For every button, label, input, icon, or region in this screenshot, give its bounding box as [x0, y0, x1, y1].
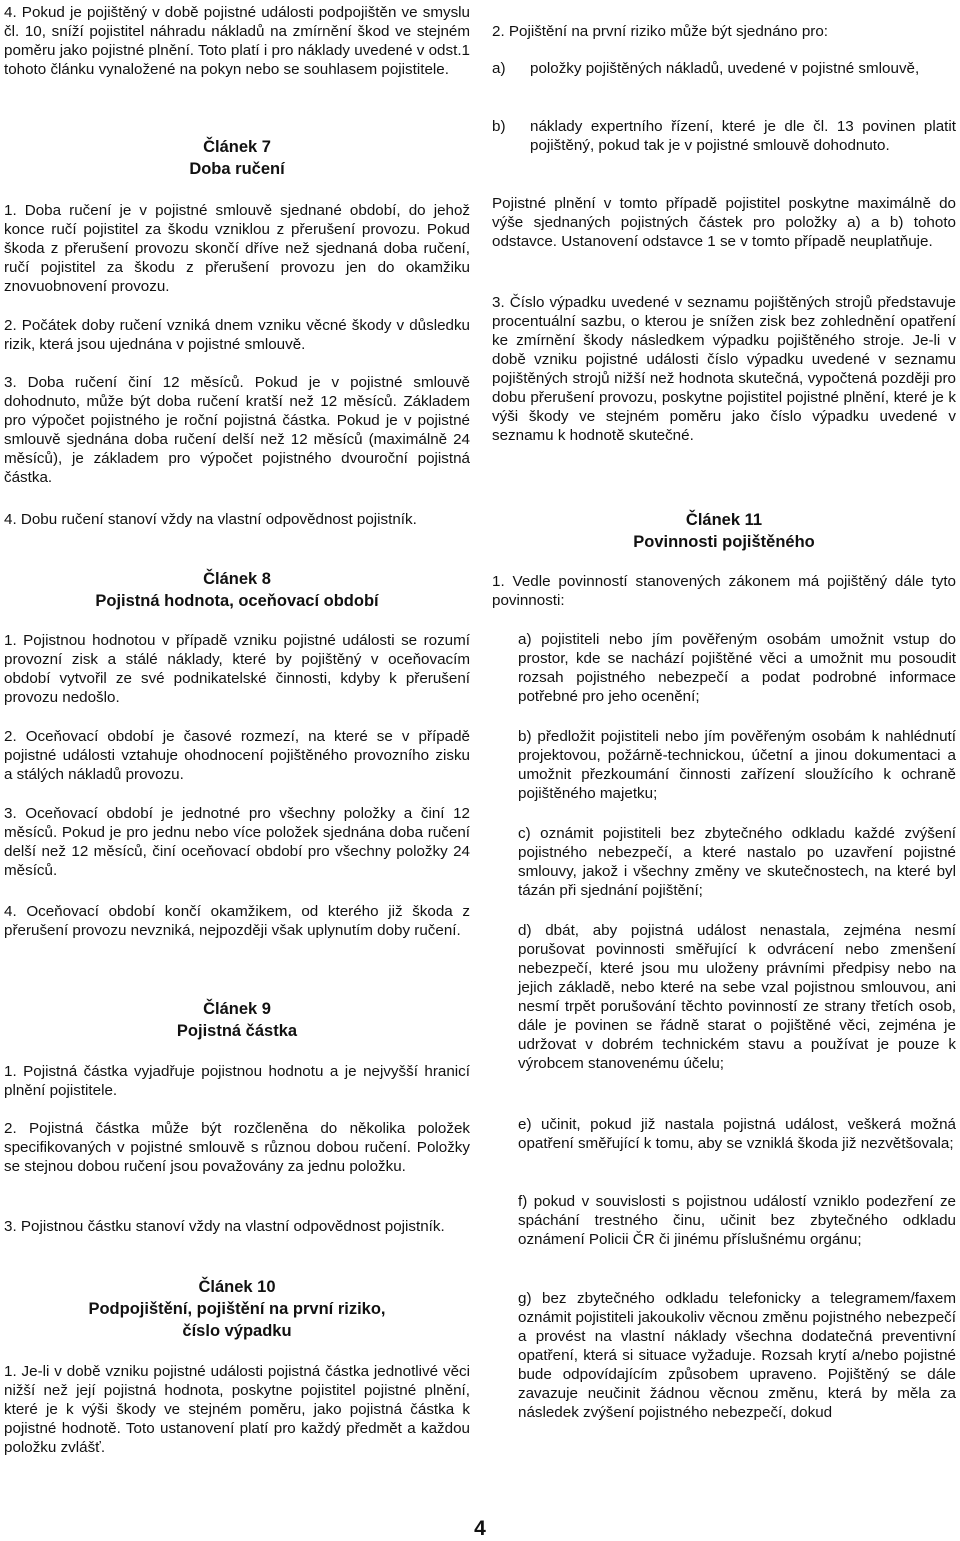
- list-item: b) předložit pojistiteli nebo jím pověřeným osobám k nahlédnutí projektovou, požárně-technickou, účetní a jinou dokumentaci a umožnit přezkoumání činnosti zařízení sloužícího k ochraně pojištěného majetku;: [518, 728, 956, 802]
- list-item-label: b): [492, 118, 506, 135]
- paragraph-art10-2: 2. Pojištění na první riziko může být sjednáno pro:: [492, 23, 828, 40]
- article-11-subtitle: Povinnosti pojištěného: [633, 533, 815, 551]
- paragraph-art10-1: 1. Je-li v době vzniku pojistné události pojistná částka jednotlivé věci nižší než její pojistná hodnota, poskytne pojistitel pojistné plnění, které je k výši škody ve stejném poměru, jako pojistná částka k pojistné hodnotě. Toto ustanovení platí pro každý předmět a každou položku zvlášť.: [4, 1363, 470, 1456]
- list-item: c) oznámit pojistiteli bez zbytečného odkladu každé zvýšení pojistného nebezpečí, a které nastalo po uzavření pojistné smlouvy, jakož i všechny změny ve skutečnostech, na které byl tázán při sjednání pojištění;: [518, 825, 956, 899]
- article-8-title: Článek 8: [203, 570, 271, 588]
- article-10-heading: [4, 1276, 470, 1342]
- list-item: g) bez zbytečného odkladu telefonicky a telegramem/faxem oznámit pojistiteli jakoukoliv věcnou změnu pojistného nebezpečí a provést na vlastní náklady všechna dodatečná preventivní opatření, která si situace vyžaduje. Rozsah krytí a/nebo pojistné bude odpovídajícím způsobem upraveno. Pojištěný se dále zavazuje neučinit žádnou věcnou změnu, která by měla za následek zvýšení pojistného nebezpečí, dokud: [518, 1290, 956, 1421]
- paragraph-art7-4: 4. Dobu ručení stanoví vždy na vlastní odpovědnost pojistník.: [4, 511, 417, 528]
- article-11-title: Článek 11: [685, 511, 763, 529]
- list-item-text: náklady expertního řízení, které je dle čl. 13 povinen platit pojištěný, pokud tak je v pojistné smlouvě dohodnuto.: [530, 118, 956, 154]
- paragraph-art8-1: 1. Pojistnou hodnotou v případě vzniku pojistné události se rozumí provozní zisk a stálé náklady, které by pojištěný v oceňovacím období vytvořil ze své podnikatelské činnosti, kdyby k přerušení provozu nedošlo.: [4, 632, 470, 706]
- article-8-subtitle: Pojistná hodnota, oceňovací období: [95, 592, 379, 610]
- article-9-title: Článek 9: [203, 1000, 271, 1018]
- page-number: 4: [474, 1517, 486, 1540]
- paragraph-art11-1: 1. Vedle povinností stanovených zákonem má pojištěný dále tyto povinnosti:: [492, 573, 956, 609]
- paragraph-art9-3: 3. Pojistnou částku stanoví vždy na vlastní odpovědnost pojistník.: [4, 1218, 445, 1235]
- article-7-subtitle: Doba ručení: [189, 160, 285, 178]
- paragraph-art8-4: 4. Oceňovací období končí okamžikem, od kterého již škoda z přerušení provozu nevzniká, nejpozději však uplynutím doby ručení.: [4, 903, 470, 939]
- paragraph-art9-2: 2. Pojistná částka může být rozčleněna do několika položek specifikovaných v pojistné smlouvě s různou dobou ručení. Položky se stejnou dobou ručení jsou považovány za jednu položku.: [4, 1120, 470, 1175]
- paragraph-art7-2: 2. Počátek doby ručení vzniká dnem vzniku věcné škody v důsledku rizik, která jsou ujednána v pojistné smlouvě.: [4, 317, 470, 353]
- list-item-text: položky pojištěných nákladů, uvedené v pojistné smlouvě,: [530, 60, 920, 77]
- article-7-heading: [4, 136, 470, 180]
- paragraph-art7-3: 3. Doba ručení činí 12 měsíců. Pokud je v pojistné smlouvě dohodnuto, může být doba ručení kratší než 12 měsíců. Základem pro výpočet pojistného je roční pojistná částka. Pokud je v pojistné smlouvě sjednána doba ručení delší než 12 měsíců (maximálně 24 měsíců), je základem pro výpočet pojistného dvouroční pojistná částka.: [4, 374, 470, 486]
- article-10-subtitle-1: Podpojištění, pojištění na první riziko,: [88, 1300, 386, 1318]
- paragraph-art9-1: 1. Pojistná částka vyjadřuje pojistnou hodnotu a je nejvyšší hranicí plnění pojistitele.: [4, 1063, 470, 1099]
- paragraph-art10-3: 3. Číslo výpadku uvedené v seznamu pojištěných strojů představuje procentuální sazbu, o kterou je snížen zisk bez zohlednění opatření ke zmírnění škody následkem výpadku pojištěného stroje. Je-li v době vzniku pojistné události číslo výpadku uvedené v seznamu pojištěných strojů nižší než hodnota skutečná, vypočtená později pro dobu přerušení provozu, poskytne pojistitel pojistné plnění, které je k výši škody ve stejném poměru jako číslo výpadku uvedené v seznamu k hodnotě skutečné.: [492, 294, 956, 444]
- paragraph-art7-1: 1. Doba ručení je v pojistné smlouvě sjednané období, do jehož konce ručí pojistitel za škodu vzniklou z přerušení provozu. Pokud škoda z přerušení provozu skončí dříve než sjednaná doba ručení, ručí pojistitel za škodu z přerušení provozu jen do okamžiku znovuobnovení provozu.: [4, 202, 470, 295]
- article-10-title: Článek 10: [198, 1278, 276, 1296]
- article-9-heading: [4, 998, 470, 1042]
- paragraph-art10-2b: Pojistné plnění v tomto případě pojistitel poskytne maximálně do výše sjednaných pojistných částek pro položky a) a b) tohoto odstavce. Ustanovení odstavce 1 se v tomto případě neuplatňuje.: [492, 195, 956, 250]
- article-9-subtitle: Pojistná částka: [176, 1022, 298, 1040]
- article-8-heading: [4, 568, 470, 612]
- list-item: a) pojistiteli nebo jím pověřeným osobám umožnit vstup do prostor, kde se nachází pojištěné věci a umožnit mu posoudit rozsah pojistného nebezpečí a podat podrobné informace potřebné pro jeho ocenění;: [518, 631, 956, 705]
- list-item: d) dbát, aby pojistná událost nenastala, zejména nesmí porušovat povinnosti směřující k odvrácení nebo zmenšení nebezpečí, které jsou mu uloženy právními předpisy nebo na jejich základě, nebo které na sebe vzal pojistnou smlouvou, ani nesmí trpět porušování těchto povinností ze strany třetích osob, dále je povinen se řádně starat o pojištěné věci, zejména je udržovat v dobrém technickém stavu a používat je pouze k výrobcem stanovenému účelu;: [518, 922, 956, 1072]
- list-item: f) pokud v souvislosti s pojistnou událostí vzniklo podezření ze spáchání trestného činu, učinit bez zbytečného odkladu oznámení Policii ČR či jinému příslušnému orgánu;: [518, 1193, 956, 1248]
- paragraph-art6-4: 4. Pokud je pojištěný v době pojistné události podpojištěn ve smyslu čl. 10, sníží pojistitel náhradu nákladů na zmírnění škod ve stejném poměru jako pojistné plnění. Toto platí i pro náklady uvedené v odst.1 tohoto článku vynaložené na pokyn nebo se souhlasem pojistitele.: [4, 4, 470, 78]
- list-item-label: a): [492, 60, 506, 77]
- article-11-heading: [492, 509, 956, 553]
- paragraph-art8-3: 3. Oceňovací období je jednotné pro všechny položky a činí 12 měsíců. Pokud je pro jednu nebo více položek sjednána doba ručení delší než 12 měsíců, činí oceňovací období pro všechny položky 24 měsíců.: [4, 805, 470, 879]
- article-7-title: Článek 7: [203, 138, 271, 156]
- paragraph-art8-2: 2. Oceňovací období je časové rozmezí, na které se v případě pojistné události vztahuje ohodnocení pojištěného provozního zisku a stálých nákladů provozu.: [4, 728, 470, 783]
- list-item: e) učinit, pokud již nastala pojistná událost, veškerá možná opatření směřující k tomu, aby se vzniklá škoda již nezvětšovala;: [518, 1116, 956, 1152]
- article-10-subtitle-2: číslo výpadku: [182, 1322, 292, 1340]
